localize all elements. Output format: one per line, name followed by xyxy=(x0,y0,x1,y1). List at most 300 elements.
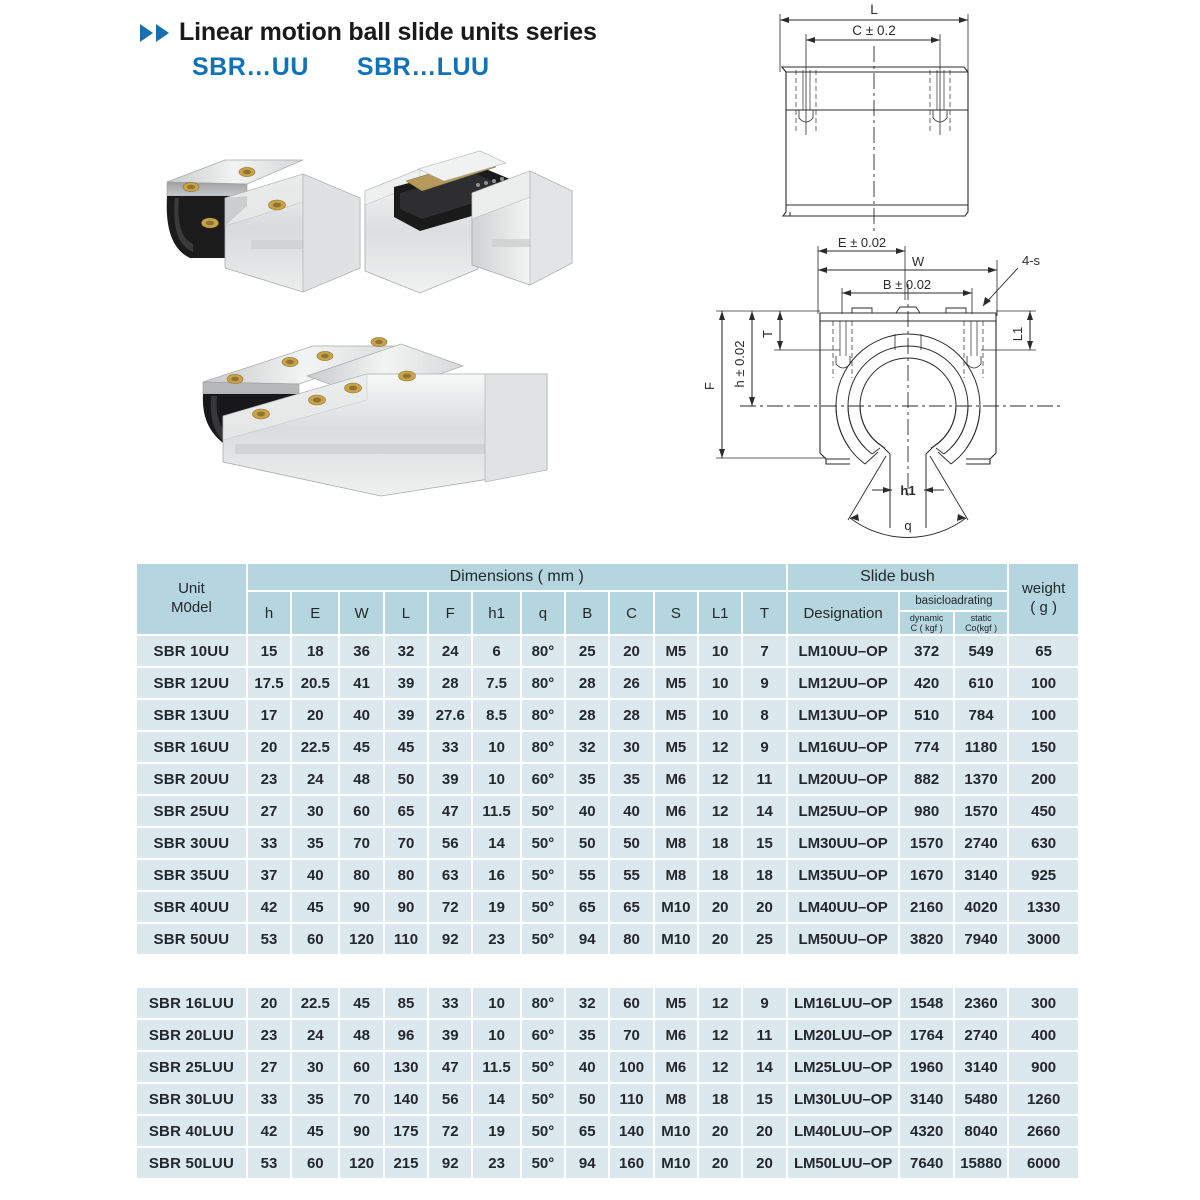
cell-weight: 100 xyxy=(1009,668,1078,698)
cell-T: 25 xyxy=(743,924,785,954)
cell-T: 20 xyxy=(743,1116,785,1146)
cell-L: 39 xyxy=(385,700,427,730)
cell-E: 30 xyxy=(292,1052,338,1082)
cell-h: 17.5 xyxy=(248,668,290,698)
cell-C: 35 xyxy=(610,764,652,794)
cell-dynamic: 980 xyxy=(900,796,952,826)
cell-C: 140 xyxy=(610,1116,652,1146)
dim-label-B: B ± 0.02 xyxy=(882,277,932,292)
header-col-W: W xyxy=(340,592,382,634)
cell-L1: 12 xyxy=(699,732,741,762)
header-static-line1: static xyxy=(970,612,992,623)
cell-dynamic: 3820 xyxy=(900,924,952,954)
cell-q: 50° xyxy=(522,1052,564,1082)
dim-label-h: h ± 0.02 xyxy=(732,340,747,388)
series-label-luu: SBR…LUU xyxy=(356,53,490,81)
cell-q: 80° xyxy=(522,668,564,698)
header-col-T: T xyxy=(743,592,785,634)
cell-W: 120 xyxy=(340,924,382,954)
cell-q: 50° xyxy=(522,796,564,826)
table-row xyxy=(137,828,1078,858)
cell-E: 35 xyxy=(292,1084,338,1114)
cell-C: 50 xyxy=(610,828,652,858)
cell-model: SBR 10UU xyxy=(137,636,246,666)
dim-label-q: q xyxy=(904,518,912,533)
cell-designation: LM16UU–OP xyxy=(788,732,899,762)
cell-C: 28 xyxy=(610,700,652,730)
cell-designation: LM13UU–OP xyxy=(788,700,899,730)
cell-h: 27 xyxy=(248,1052,290,1082)
series-subtitle xyxy=(192,53,597,82)
cell-designation: LM40LUU–OP xyxy=(788,1116,899,1146)
cell-T: 15 xyxy=(743,1084,785,1114)
cell-h: 17 xyxy=(248,700,290,730)
cell-S: M5 xyxy=(655,732,697,762)
cell-static: 784 xyxy=(955,700,1007,730)
cell-F: 63 xyxy=(429,860,471,890)
cell-T: 8 xyxy=(743,700,785,730)
cell-L: 39 xyxy=(385,668,427,698)
cell-W: 60 xyxy=(340,796,382,826)
cell-static: 2360 xyxy=(955,988,1007,1018)
product-photo-group xyxy=(145,135,575,505)
cell-W: 45 xyxy=(340,988,382,1018)
cell-designation: LM25LUU–OP xyxy=(788,1052,899,1082)
cell-L: 175 xyxy=(385,1116,427,1146)
cell-S: M6 xyxy=(655,1020,697,1050)
cell-static: 4020 xyxy=(955,892,1007,922)
dim-label-T: T xyxy=(760,330,775,338)
cell-model: SBR 40LUU xyxy=(137,1116,246,1146)
cell-dynamic: 1670 xyxy=(900,860,952,890)
cell-h: 20 xyxy=(248,988,290,1018)
cell-B: 25 xyxy=(566,636,608,666)
cell-L1: 12 xyxy=(699,1020,741,1050)
cell-h1: 8.5 xyxy=(473,700,519,730)
cell-model: SBR 20UU xyxy=(137,764,246,794)
cell-B: 28 xyxy=(566,700,608,730)
cell-static: 549 xyxy=(955,636,1007,666)
header-col-h1: h1 xyxy=(473,592,519,634)
cell-q: 80° xyxy=(522,636,564,666)
cell-W: 40 xyxy=(340,700,382,730)
cell-h1: 11.5 xyxy=(473,1052,519,1082)
cell-h: 42 xyxy=(248,892,290,922)
cell-dynamic: 1548 xyxy=(900,988,952,1018)
header-col-designation: Designation xyxy=(788,592,899,634)
cell-L: 96 xyxy=(385,1020,427,1050)
cell-C: 26 xyxy=(610,668,652,698)
cell-C: 160 xyxy=(610,1148,652,1178)
cell-designation: LM25UU–OP xyxy=(788,796,899,826)
cell-L: 45 xyxy=(385,732,427,762)
cell-B: 65 xyxy=(566,892,608,922)
cell-F: 47 xyxy=(429,796,471,826)
cell-designation: LM30UU–OP xyxy=(788,828,899,858)
cell-C: 65 xyxy=(610,892,652,922)
cell-E: 22.5 xyxy=(292,988,338,1018)
cell-F: 24 xyxy=(429,636,471,666)
cell-model: SBR 30UU xyxy=(137,828,246,858)
cell-h1: 19 xyxy=(473,1116,519,1146)
specification-table xyxy=(135,562,1080,1180)
cell-F: 56 xyxy=(429,1084,471,1114)
header-col-F: F xyxy=(429,592,471,634)
cell-B: 35 xyxy=(566,1020,608,1050)
cell-static: 1370 xyxy=(955,764,1007,794)
table-row xyxy=(137,1116,1078,1146)
cell-T: 9 xyxy=(743,732,785,762)
cell-weight: 2660 xyxy=(1009,1116,1078,1146)
cell-T: 9 xyxy=(743,988,785,1018)
cell-h1: 10 xyxy=(473,764,519,794)
cell-L: 70 xyxy=(385,828,427,858)
cell-h: 23 xyxy=(248,1020,290,1050)
cell-h: 37 xyxy=(248,860,290,890)
cell-designation: LM50LUU–OP xyxy=(788,1148,899,1178)
header-dynamic-line2: C ( kgf ) xyxy=(910,623,943,633)
cell-T: 14 xyxy=(743,796,785,826)
cell-F: 39 xyxy=(429,1020,471,1050)
table-row xyxy=(137,988,1078,1018)
dim-label-4s: 4-s xyxy=(1022,253,1041,268)
cell-C: 30 xyxy=(610,732,652,762)
cell-designation: LM12UU–OP xyxy=(788,668,899,698)
cell-model: SBR 13UU xyxy=(137,700,246,730)
cell-S: M8 xyxy=(655,828,697,858)
cell-L: 140 xyxy=(385,1084,427,1114)
cell-L: 130 xyxy=(385,1052,427,1082)
cell-F: 39 xyxy=(429,764,471,794)
cell-weight: 6000 xyxy=(1009,1148,1078,1178)
header-col-E: E xyxy=(292,592,338,634)
cell-C: 60 xyxy=(610,988,652,1018)
cell-weight: 900 xyxy=(1009,1052,1078,1082)
cell-h1: 19 xyxy=(473,892,519,922)
sbr-luu-block-photo xyxy=(195,330,555,505)
cell-L: 215 xyxy=(385,1148,427,1178)
cell-dynamic: 3140 xyxy=(900,1084,952,1114)
page-title-block xyxy=(140,18,597,82)
cell-T: 14 xyxy=(743,1052,785,1082)
cell-W: 90 xyxy=(340,1116,382,1146)
cell-model: SBR 50LUU xyxy=(137,1148,246,1178)
cell-E: 35 xyxy=(292,828,338,858)
cell-F: 33 xyxy=(429,732,471,762)
table-header xyxy=(137,564,1078,634)
table-row xyxy=(137,636,1078,666)
cell-W: 41 xyxy=(340,668,382,698)
cell-weight: 300 xyxy=(1009,988,1078,1018)
cell-h: 27 xyxy=(248,796,290,826)
cell-E: 60 xyxy=(292,1148,338,1178)
cell-L1: 18 xyxy=(699,1084,741,1114)
cell-dynamic: 1764 xyxy=(900,1020,952,1050)
cell-q: 80° xyxy=(522,732,564,762)
cell-model: SBR 35UU xyxy=(137,860,246,890)
cell-B: 55 xyxy=(566,860,608,890)
table-row xyxy=(137,1020,1078,1050)
specification-table-wrapper xyxy=(135,562,1080,1180)
cell-B: 32 xyxy=(566,988,608,1018)
cell-weight: 1260 xyxy=(1009,1084,1078,1114)
sbr-uu-block-photo-left xyxy=(155,140,370,325)
cell-L: 32 xyxy=(385,636,427,666)
header-weight-line2: ( g ) xyxy=(1030,599,1057,616)
cell-L1: 18 xyxy=(699,860,741,890)
cell-E: 60 xyxy=(292,924,338,954)
cell-T: 11 xyxy=(743,1020,785,1050)
dim-label-L: L xyxy=(870,2,878,17)
cell-dynamic: 4320 xyxy=(900,1116,952,1146)
cell-static: 1570 xyxy=(955,796,1007,826)
table-row xyxy=(137,764,1078,794)
cell-L1: 12 xyxy=(699,1052,741,1082)
cell-W: 80 xyxy=(340,860,382,890)
header-static-line2: Co(kgf ) xyxy=(965,623,998,633)
cell-h1: 6 xyxy=(473,636,519,666)
cad-drawing-cross-section xyxy=(700,238,1200,553)
cell-B: 50 xyxy=(566,828,608,858)
header-col-h: h xyxy=(248,592,290,634)
cell-W: 48 xyxy=(340,764,382,794)
cell-F: 92 xyxy=(429,1148,471,1178)
header-unit-model-line2: M0del xyxy=(170,599,212,616)
section-separator xyxy=(137,956,1078,986)
cell-L1: 12 xyxy=(699,796,741,826)
header-col-S: S xyxy=(655,592,697,634)
cell-designation: LM20LUU–OP xyxy=(788,1020,899,1050)
cell-L1: 20 xyxy=(699,1116,741,1146)
cell-B: 40 xyxy=(566,796,608,826)
cell-S: M6 xyxy=(655,796,697,826)
cell-L1: 20 xyxy=(699,924,741,954)
cell-W: 36 xyxy=(340,636,382,666)
cell-E: 22.5 xyxy=(292,732,338,762)
cell-L: 50 xyxy=(385,764,427,794)
cell-B: 32 xyxy=(566,732,608,762)
cell-q: 80° xyxy=(522,700,564,730)
cell-B: 28 xyxy=(566,668,608,698)
cell-B: 50 xyxy=(566,1084,608,1114)
cell-dynamic: 510 xyxy=(900,700,952,730)
cell-L: 80 xyxy=(385,860,427,890)
cell-S: M10 xyxy=(655,892,697,922)
cell-S: M5 xyxy=(655,636,697,666)
table-body-luu xyxy=(137,988,1078,1178)
cell-h1: 14 xyxy=(473,1084,519,1114)
cell-model: SBR 12UU xyxy=(137,668,246,698)
double-right-triangle-icon xyxy=(140,24,169,42)
cell-W: 120 xyxy=(340,1148,382,1178)
cell-B: 35 xyxy=(566,764,608,794)
cell-S: M5 xyxy=(655,668,697,698)
cell-T: 18 xyxy=(743,860,785,890)
table-row xyxy=(137,1148,1078,1178)
cell-static: 3140 xyxy=(955,1052,1007,1082)
cell-L: 110 xyxy=(385,924,427,954)
cell-S: M10 xyxy=(655,1116,697,1146)
cell-E: 45 xyxy=(292,1116,338,1146)
cell-h1: 23 xyxy=(473,1148,519,1178)
cell-F: 33 xyxy=(429,988,471,1018)
cell-L: 85 xyxy=(385,988,427,1018)
cell-weight: 3000 xyxy=(1009,924,1078,954)
cell-h1: 16 xyxy=(473,860,519,890)
cell-static: 2740 xyxy=(955,828,1007,858)
cell-model: SBR 16UU xyxy=(137,732,246,762)
cell-model: SBR 25UU xyxy=(137,796,246,826)
cell-L: 65 xyxy=(385,796,427,826)
cell-L1: 12 xyxy=(699,988,741,1018)
table-row xyxy=(137,924,1078,954)
cell-E: 24 xyxy=(292,764,338,794)
cell-dynamic: 1570 xyxy=(900,828,952,858)
cell-T: 20 xyxy=(743,1148,785,1178)
cell-static: 1180 xyxy=(955,732,1007,762)
cell-E: 20 xyxy=(292,700,338,730)
cell-weight: 100 xyxy=(1009,700,1078,730)
cell-C: 110 xyxy=(610,1084,652,1114)
cell-C: 20 xyxy=(610,636,652,666)
header-dynamic-load xyxy=(900,612,952,634)
cell-designation: LM30LUU–OP xyxy=(788,1084,899,1114)
cell-L1: 18 xyxy=(699,828,741,858)
table-row xyxy=(137,1052,1078,1082)
cell-T: 9 xyxy=(743,668,785,698)
cell-model: SBR 40UU xyxy=(137,892,246,922)
header-dimensions-group: Dimensions ( mm ) xyxy=(248,564,786,590)
cad-drawing-side-elevation xyxy=(700,0,1200,238)
cell-model: SBR 30LUU xyxy=(137,1084,246,1114)
cell-static: 7940 xyxy=(955,924,1007,954)
dim-label-C: C ± 0.2 xyxy=(852,23,896,38)
header-col-L1: L1 xyxy=(699,592,741,634)
cell-dynamic: 7640 xyxy=(900,1148,952,1178)
table-row xyxy=(137,1084,1078,1114)
cell-dynamic: 774 xyxy=(900,732,952,762)
cell-weight: 200 xyxy=(1009,764,1078,794)
cell-L1: 12 xyxy=(699,764,741,794)
cell-F: 28 xyxy=(429,668,471,698)
cell-model: SBR 50UU xyxy=(137,924,246,954)
cell-T: 7 xyxy=(743,636,785,666)
cell-C: 40 xyxy=(610,796,652,826)
cell-dynamic: 882 xyxy=(900,764,952,794)
cell-S: M6 xyxy=(655,1052,697,1082)
cell-model: SBR 16LUU xyxy=(137,988,246,1018)
cell-W: 70 xyxy=(340,828,382,858)
dim-label-F: F xyxy=(702,382,717,390)
cell-h: 42 xyxy=(248,1116,290,1146)
cell-q: 60° xyxy=(522,1020,564,1050)
cell-E: 40 xyxy=(292,860,338,890)
header-col-q: q xyxy=(522,592,564,634)
cell-q: 50° xyxy=(522,892,564,922)
cell-F: 72 xyxy=(429,1116,471,1146)
cell-h: 53 xyxy=(248,1148,290,1178)
cell-E: 30 xyxy=(292,796,338,826)
cell-B: 40 xyxy=(566,1052,608,1082)
cell-static: 3140 xyxy=(955,860,1007,890)
cell-B: 94 xyxy=(566,924,608,954)
cell-q: 50° xyxy=(522,1116,564,1146)
cell-F: 56 xyxy=(429,828,471,858)
table-row xyxy=(137,860,1078,890)
table-row xyxy=(137,668,1078,698)
cell-S: M8 xyxy=(655,1084,697,1114)
header-weight xyxy=(1009,564,1078,634)
cell-dynamic: 420 xyxy=(900,668,952,698)
cell-W: 48 xyxy=(340,1020,382,1050)
cell-static: 610 xyxy=(955,668,1007,698)
cell-q: 50° xyxy=(522,828,564,858)
cell-h1: 7.5 xyxy=(473,668,519,698)
table-section-gap xyxy=(137,956,1078,986)
cell-W: 45 xyxy=(340,732,382,762)
page-title: Linear motion ball slide units series xyxy=(179,18,597,46)
cell-C: 55 xyxy=(610,860,652,890)
dim-label-E: E ± 0.02 xyxy=(837,238,887,250)
cell-h: 33 xyxy=(248,1084,290,1114)
cell-designation: LM40UU–OP xyxy=(788,892,899,922)
cell-dynamic: 2160 xyxy=(900,892,952,922)
cell-model: SBR 25LUU xyxy=(137,1052,246,1082)
cell-h1: 23 xyxy=(473,924,519,954)
cell-S: M8 xyxy=(655,860,697,890)
cell-weight: 630 xyxy=(1009,828,1078,858)
dim-label-h1: h1 xyxy=(900,483,916,498)
cell-q: 50° xyxy=(522,860,564,890)
cell-F: 47 xyxy=(429,1052,471,1082)
header-col-L: L xyxy=(385,592,427,634)
cell-q: 80° xyxy=(522,988,564,1018)
cell-W: 70 xyxy=(340,1084,382,1114)
cell-S: M10 xyxy=(655,1148,697,1178)
cell-q: 50° xyxy=(522,924,564,954)
cell-F: 72 xyxy=(429,892,471,922)
cell-weight: 400 xyxy=(1009,1020,1078,1050)
cell-h1: 10 xyxy=(473,1020,519,1050)
cell-static: 15880 xyxy=(955,1148,1007,1178)
cell-h1: 10 xyxy=(473,988,519,1018)
dim-label-W: W xyxy=(911,254,925,269)
table-row xyxy=(137,700,1078,730)
cell-L: 90 xyxy=(385,892,427,922)
sbr-uu-block-photo-right xyxy=(360,143,575,333)
cell-model: SBR 20LUU xyxy=(137,1020,246,1050)
cell-h1: 10 xyxy=(473,732,519,762)
cell-weight: 925 xyxy=(1009,860,1078,890)
cell-h: 15 xyxy=(248,636,290,666)
cell-designation: LM20UU–OP xyxy=(788,764,899,794)
cell-h: 20 xyxy=(248,732,290,762)
table-body-uu xyxy=(137,636,1078,954)
header-col-B: B xyxy=(566,592,608,634)
header-unit-model xyxy=(137,564,246,634)
cell-T: 15 xyxy=(743,828,785,858)
cell-F: 92 xyxy=(429,924,471,954)
cell-designation: LM10UU–OP xyxy=(788,636,899,666)
cell-dynamic: 1960 xyxy=(900,1052,952,1082)
cell-weight: 1330 xyxy=(1009,892,1078,922)
cell-L1: 20 xyxy=(699,892,741,922)
cell-S: M5 xyxy=(655,700,697,730)
cell-W: 90 xyxy=(340,892,382,922)
cell-E: 18 xyxy=(292,636,338,666)
cell-E: 20.5 xyxy=(292,668,338,698)
cell-L1: 10 xyxy=(699,636,741,666)
